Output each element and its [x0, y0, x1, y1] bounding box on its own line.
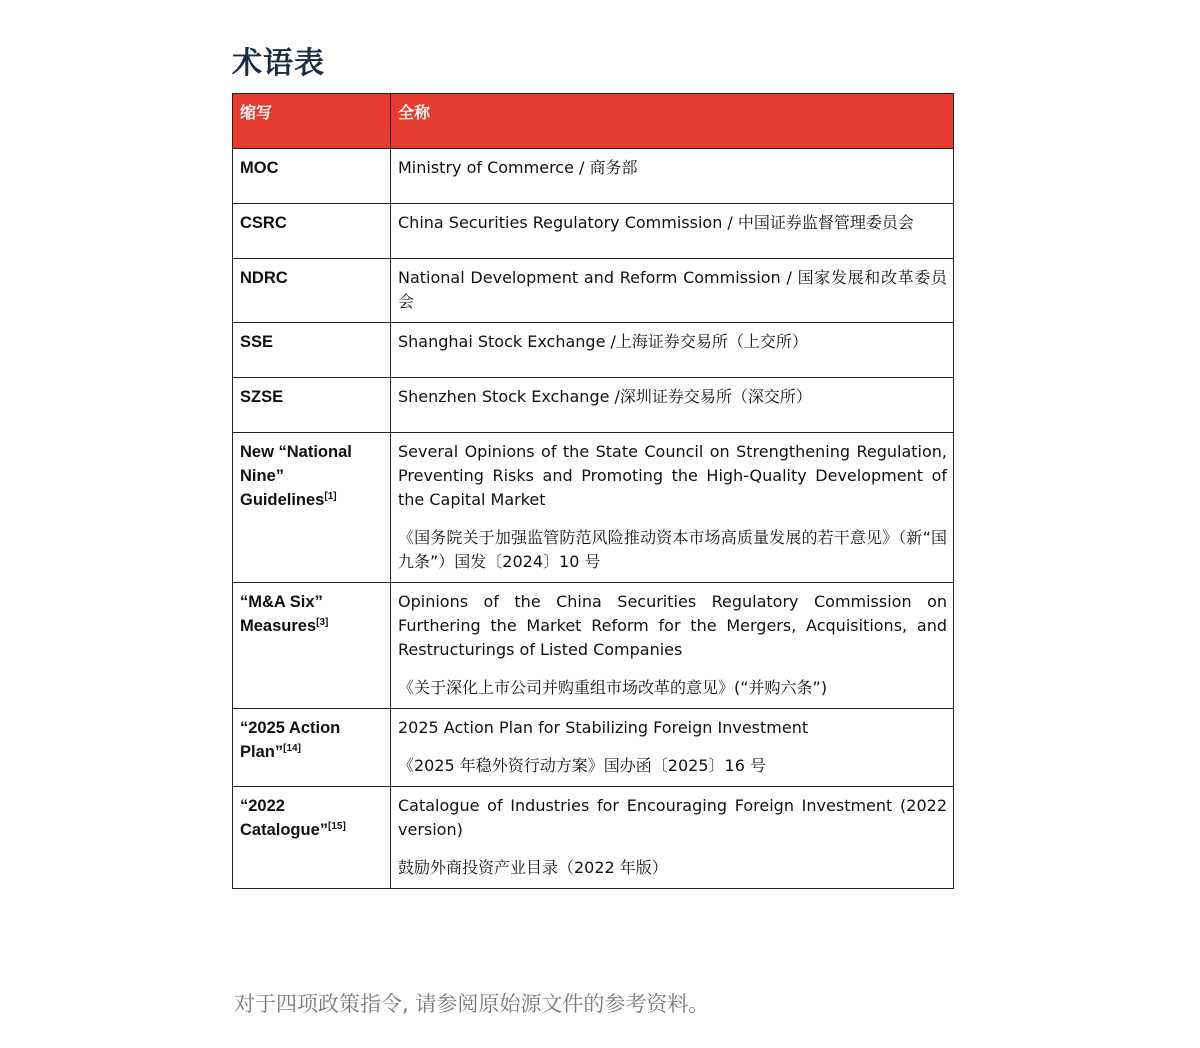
footnote-ref[interactable]: [1]	[324, 491, 337, 502]
table-row	[233, 583, 954, 709]
full-zh: 鼓励外商投资产业目录（2022 年版）	[398, 858, 668, 877]
full-zh: 《关于深化上市公司并购重组市场改革的意见》(“并购六条”)	[398, 678, 828, 697]
full-en: Ministry of Commerce / 商务部	[398, 158, 638, 177]
glossary-table	[232, 93, 954, 889]
full-en: Opinions of the China Securities Regulatory Commission on Furthering the Market Reform for the Mergers, Acquisitions, and Restructurings of Listed Companies	[398, 592, 947, 659]
table-row	[233, 433, 954, 583]
abbr-cell	[233, 433, 391, 583]
footnote-ref[interactable]: [15]	[328, 821, 346, 832]
page-title: 术语表	[232, 46, 325, 81]
full-en: National Development and Reform Commission / 国家发展和改革委员会	[398, 268, 947, 311]
abbr-text: NDRC	[240, 269, 288, 287]
table-row	[233, 709, 954, 787]
table-row	[233, 323, 954, 378]
table-row	[233, 259, 954, 323]
header-full: 全称	[391, 94, 954, 149]
full-en: Several Opinions of the State Council on Strengthening Regulation, Preventing Risks and Promoting the High-Quality Development of the Capital Market	[398, 442, 947, 509]
abbr-text: MOC	[240, 159, 279, 177]
abbr-text: CSRC	[240, 214, 287, 232]
full-cell	[391, 323, 954, 378]
abbr-text: “2025 Action Plan”	[240, 719, 341, 761]
abbr-cell	[233, 204, 391, 259]
abbr-cell	[233, 323, 391, 378]
abbr-cell	[233, 709, 391, 787]
reference-note: 对于四项政策指令, 请参阅原始源文件的参考资料。	[234, 992, 710, 1016]
abbr-cell	[233, 149, 391, 204]
footnote-ref[interactable]: [3]	[316, 617, 329, 628]
abbr-text: “M&A Six” Measures	[240, 593, 323, 635]
full-zh: 《2025 年稳外资行动方案》国办函〔2025〕16 号	[398, 756, 766, 775]
footnote-ref[interactable]: [14]	[283, 743, 301, 754]
full-cell	[391, 149, 954, 204]
abbr-cell	[233, 583, 391, 709]
abbr-text: SZSE	[240, 388, 284, 406]
full-cell	[391, 433, 954, 583]
full-en: Shanghai Stock Exchange /上海证券交易所（上交所）	[398, 332, 808, 351]
full-en: China Securities Regulatory Commission / 中国证券监督管理委员会	[398, 213, 914, 232]
abbr-cell	[233, 259, 391, 323]
table-row	[233, 378, 954, 433]
full-cell	[391, 583, 954, 709]
full-en: 2025 Action Plan for Stabilizing Foreign Investment	[398, 718, 809, 737]
table-row	[233, 149, 954, 204]
full-zh: 《国务院关于加强监管防范风险推动资本市场高质量发展的若干意见》（新“国九条”）国发〔2024〕10 号	[398, 528, 947, 571]
abbr-text: “2022 Catalogue”	[240, 797, 329, 839]
full-cell	[391, 709, 954, 787]
abbr-text: SSE	[240, 333, 274, 351]
full-en: Shenzhen Stock Exchange /深圳证券交易所（深交所）	[398, 387, 812, 406]
table-row	[233, 204, 954, 259]
full-cell	[391, 787, 954, 889]
full-cell	[391, 378, 954, 433]
abbr-cell	[233, 378, 391, 433]
abbr-text: New “National Nine” Guidelines	[240, 443, 352, 509]
abbr-cell	[233, 787, 391, 889]
header-abbr: 缩写	[233, 94, 391, 149]
full-en: Catalogue of Industries for Encouraging Foreign Investment (2022 version)	[398, 796, 947, 839]
full-cell	[391, 204, 954, 259]
table-header-row	[233, 94, 954, 149]
full-cell	[391, 259, 954, 323]
table-row	[233, 787, 954, 889]
